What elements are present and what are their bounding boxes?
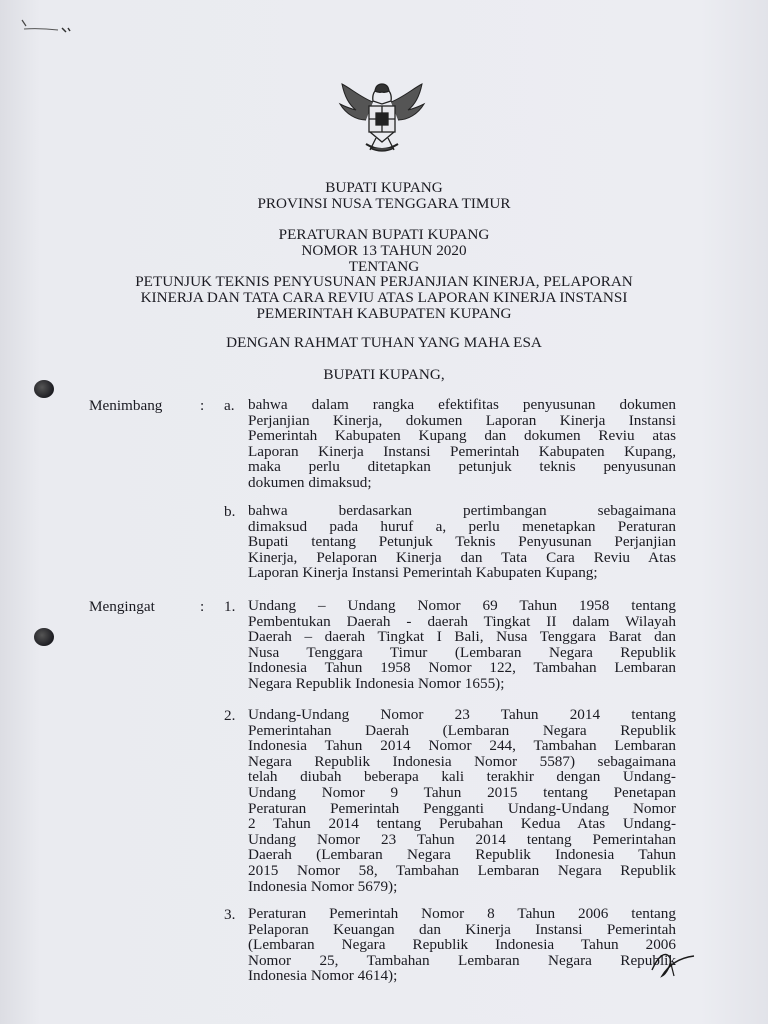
- corner-pen-mark: [20, 16, 80, 42]
- regulation-subject-line: KINERJA DAN TATA CARA REVIU ATAS LAPORAN KINERJA INSTANSI: [140, 289, 628, 307]
- item-marker: 1.: [224, 598, 236, 615]
- text-line: Peraturan Pemerintah Pengganti Undang-Undang Nomor: [248, 799, 676, 817]
- text-line: Kinerja, Pelaporan Kinerja dan Tata Cara Reviu Atas: [248, 548, 676, 566]
- issuer-text: BUPATI KUPANG,: [323, 366, 445, 383]
- item-marker: 2.: [224, 707, 236, 724]
- text-line: Pemerintah Kabupaten Kupang dan dokumen Reviu atas: [248, 427, 676, 445]
- punch-hole-bottom: [34, 628, 54, 646]
- text-line: bahwa berdasarkan pertimbangan sebagaimana: [248, 502, 676, 519]
- regulation-subject-line: PEMERINTAH KABUPATEN KUPANG: [256, 304, 512, 322]
- text-line: Undang Nomor 23 Tahun 2014 tentang Pemerintahan: [248, 830, 676, 848]
- mengingat-item-2: [248, 707, 676, 894]
- regulation-number: NOMOR 13 TAHUN 2020: [301, 241, 467, 259]
- text-line: Indonesia Tahun 1958 Nomor 122, Tambahan Lembaran: [248, 659, 676, 677]
- text-line: Daerah – daerah Tingkat I Bali, Nusa Tenggara Barat dan: [248, 628, 676, 646]
- mengingat-colon: :: [200, 598, 205, 615]
- text-line: Laporan Kinerja Instansi Pemerintah Kabupaten Kupang,: [248, 442, 676, 460]
- text-line: dimaksud pada huruf a, perlu menetapkan Peraturan: [248, 517, 676, 535]
- regulation-title: PERATURAN BUPATI KUPANG: [278, 226, 490, 243]
- text-line: Indonesia Nomor 5679);: [248, 877, 398, 895]
- regulation-subject-line: PETUNJUK TEKNIS PENYUSUNAN PERJANJIAN KINERJA, PELAPORAN: [135, 273, 633, 291]
- regulation-tentang: TENTANG: [348, 257, 420, 275]
- text-line: Undang Nomor 9 Tahun 2015 tentang Penetapan: [248, 783, 676, 801]
- text-line: Nusa Tenggara Timur (Lembaran Negara Republik: [248, 643, 676, 661]
- item-marker: a.: [224, 397, 235, 414]
- garuda-emblem-icon: [336, 78, 428, 164]
- text-line: Bupati tentang Petunjuk Teknis Penyusunan Perjanjian: [248, 533, 676, 551]
- title-line-2: PROVINSI NUSA TENGGARA TIMUR: [257, 194, 511, 212]
- item-marker: b.: [224, 503, 236, 520]
- text-line: Peraturan Pemerintah Nomor 8 Tahun 2006 tentang: [248, 905, 676, 922]
- text-line: (Lembaran Negara Republik Indonesia Tahun 2006: [248, 936, 676, 954]
- text-line: dokumen dimaksud;: [248, 473, 372, 491]
- mengingat-item-3: [248, 906, 676, 984]
- title-line-1: BUPATI KUPANG: [325, 179, 443, 196]
- menimbang-item-a: [248, 397, 676, 491]
- menimbang-colon: :: [200, 397, 205, 414]
- text-line: maka perlu ditetapkan petunjuk teknis penyusunan: [248, 458, 676, 476]
- text-line: Negara Republik Indonesia Nomor 5587) sebagaimana: [248, 752, 676, 770]
- menimbang-item-b: [248, 503, 676, 581]
- text-line: bahwa dalam rangka efektifitas penyusunan dokumen: [248, 396, 676, 413]
- text-line: Undang – Undang Nomor 69 Tahun 1958 tentang: [248, 597, 676, 614]
- menimbang-label: Menimbang: [89, 397, 163, 414]
- text-line: Nomor 25, Tambahan Lembaran Negara Republik: [248, 951, 676, 969]
- text-line: Pemerintahan Daerah (Lembaran Negara Republik: [248, 721, 676, 739]
- text-line: Negara Republik Indonesia Nomor 1655);: [248, 674, 505, 692]
- text-line: telah diubah beberapa kali terakhir dengan Undang-: [248, 768, 676, 786]
- text-line: Perjanjian Kinerja, dokumen Laporan Kinerja Instansi: [248, 411, 676, 429]
- text-line: Indonesia Nomor 4614);: [248, 967, 398, 985]
- text-line: Laporan Kinerja Instansi Pemerintah Kabupaten Kupang;: [248, 564, 598, 582]
- item-marker: 3.: [224, 906, 236, 923]
- text-line: Indonesia Tahun 2014 Nomor 244, Tambahan Lembaran: [248, 737, 676, 755]
- invocation-text: DENGAN RAHMAT TUHAN YANG MAHA ESA: [226, 334, 542, 351]
- paraf-signature: [648, 946, 698, 980]
- mengingat-label: Mengingat: [89, 598, 155, 615]
- text-line: 2015 Nomor 58, Tambahan Lembaran Negara Republik: [248, 861, 676, 879]
- text-line: Pelaporan Keuangan dan Kinerja Instansi Pemerintah: [248, 920, 676, 938]
- mengingat-item-1: [248, 598, 676, 692]
- text-line: Daerah (Lembaran Negara Republik Indonesia Tahun: [248, 846, 676, 864]
- text-line: Undang-Undang Nomor 23 Tahun 2014 tentang: [248, 706, 676, 723]
- text-line: 2 Tahun 2014 tentang Perubahan Kedua Atas Undang-: [248, 815, 676, 833]
- text-line: Pembentukan Daerah - daerah Tingkat II dalam Wilayah: [248, 612, 676, 630]
